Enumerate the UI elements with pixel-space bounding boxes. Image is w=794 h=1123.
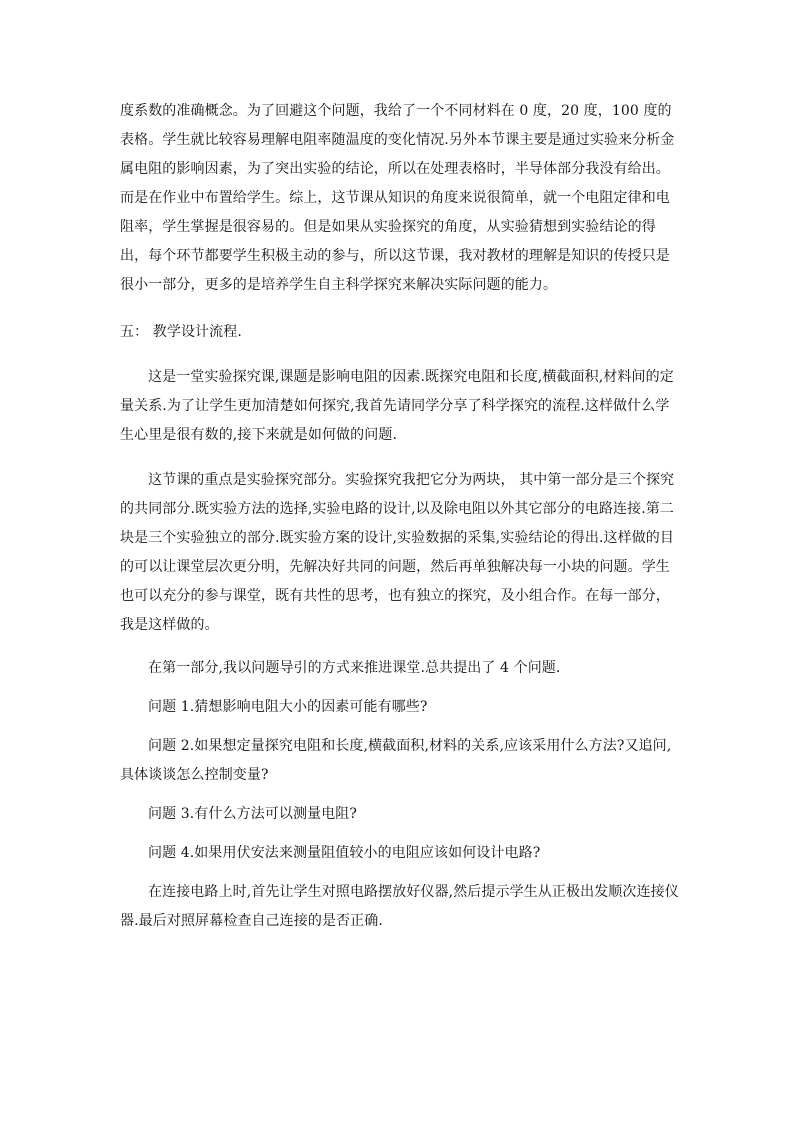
question-4: 问题 4.如果用伏安法来测量阻值较小的电阻应该如何设计电路? bbox=[148, 845, 541, 861]
document-body bbox=[120, 97, 680, 936]
paragraph-experiment-focus: 这节课的重点是实验探究部分。实验探究我把它分为两块， 其中第一部分是三个探究的共同部分.既实验方法的选择,实验电路的设计,以及除电阻以外其它部分的电路连接.第二块是三个实验独立的部分.既实验方案的设计,实验数据的采集,实验结论的得出.这样做的目的可以让课堂层次更分明，先解决好共同的问题，然后再单独解决每一小块的问题。学生也可以充分的参与课堂，既有共性的思考，也有独立的探究，及小组合作。在每一部分，我是这样做的。 bbox=[120, 472, 675, 633]
paragraph-continuation: 度系数的准确概念。为了回避这个问题，我给了一个不同材料在 0 度，20 度，100 度的表格。学生就比较容易理解电阻率随温度的变化情况.另外本节课主要是通过实验来分析金属电阻的影响因素，为了突出实验的结论，所以在处理表格时，半导体部分我没有给出。而是在作业中布置给学生。综上，这节课从知识的角度来说很简单，就一个电阻定律和电阻率，学生掌握是很容易的。但是如果从实验探究的角度，从实验猜想到实验结论的得出，每个环节都要学生积极主动的参与，所以这节课，我对教材的理解是知识的传授只是很小一部分，更多的是培养学生自主科学探究来解决实际问题的能力。 bbox=[120, 103, 675, 293]
question-1: 问题 1.猜想影响电阻大小的因素可能有哪些? bbox=[148, 699, 428, 715]
paragraph-question-intro: 在第一部分,我以问题导引的方式来推进课堂.总共提出了 4 个问题. bbox=[148, 660, 561, 676]
paragraph-course-overview: 这是一堂实验探究课,课题是影响电阻的因素.既探究电阻和长度,横截面积,材料间的定量关系.为了让学生更加清楚如何探究,我首先请同学分享了科学探究的流程.这样做什么学生心里是很有数的,接下来就是如何做的问题. bbox=[120, 369, 674, 443]
section-heading: 五： 教学设计流程. bbox=[120, 324, 242, 340]
question-3: 问题 3.有什么方法可以测量电阻? bbox=[148, 806, 358, 822]
paragraph-circuit-connection: 在连接电路上时,首先让学生对照电路摆放好仪器,然后提示学生从正极出发顺次连接仪器.最后对照屏幕检查自己连接的是否正确. bbox=[120, 884, 679, 929]
question-2: 问题 2.如果想定量探究电阻和长度,横截面积,材料的关系,应该采用什么方法?又追问,具体谈谈怎么控制变量? bbox=[120, 738, 672, 783]
